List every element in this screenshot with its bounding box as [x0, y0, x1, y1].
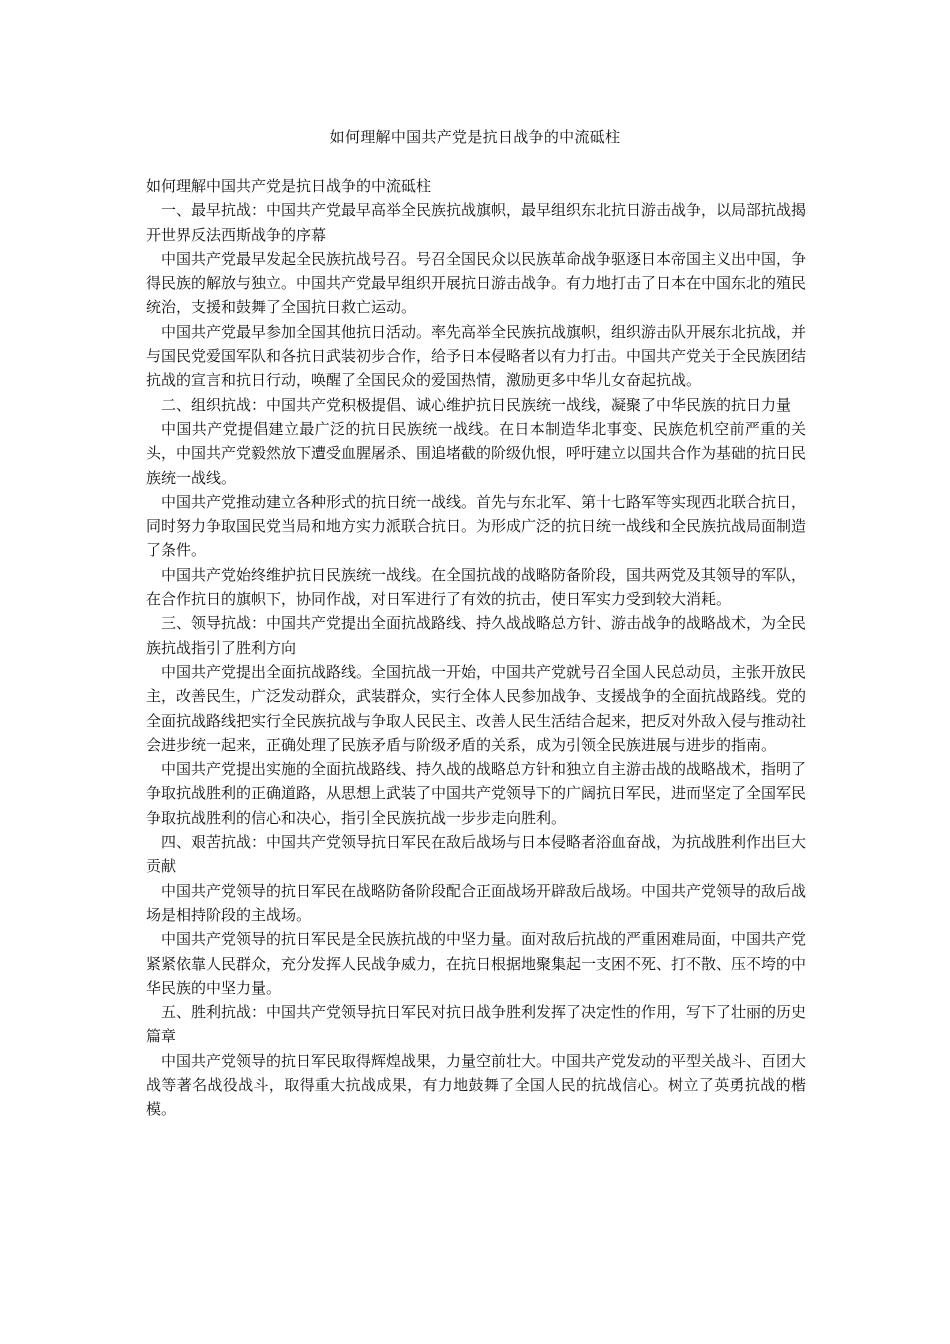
- paragraph: 中国共产党提倡建立最广泛的抗日民族统一战线。在日本制造华北事变、民族危机空前严重的关头，中国共产党毅然放下遭受血腥屠杀、围追堵截的阶级仇恨，呼吁建立以国共合作为基础的抗日民族统一战线。: [146, 419, 807, 487]
- document-title: 如何理解中国共产党是抗日战争的中流砥柱: [329, 128, 621, 146]
- paragraph: 中国共产党始终维护抗日民族统一战线。在全国抗战的战略防备阶段，国共两党及其领导的军队，在合作抗日的旗帜下，协同作战，对日军进行了有效的抗击，使日军实力受到较大消耗。: [146, 565, 807, 609]
- paragraph: 中国共产党最早参加全国其他抗日活动。率先高举全民族抗战旗帜，组织游击队开展东北抗战，并与国民党爱国军队和各抗日武装初步合作，给予日本侵略者以有力打击。中国共产党关于全民族团结抗战的宣言和抗日行动，唤醒了全国民众的爱国热情，激励更多中华儿女奋起抗战。: [146, 322, 807, 390]
- section-heading-1: 一、最早抗战：中国共产党最早高举全民族抗战旗帜，最早组织东北抗日游击战争，以局部抗战揭开世界反法西斯战争的序幕: [146, 201, 807, 244]
- body-heading: 如何理解中国共产党是抗日战争的中流砥柱: [146, 177, 432, 195]
- document-body: [146, 174, 806, 1122]
- paragraph: 中国共产党推动建立各种形式的抗日统一战线。首先与东北军、第十七路军等实现西北联合抗日，同时努力争取国民党当局和地方实力派联合抗日。为形成广泛的抗日统一战线和全民族抗战局面制造了条件。: [146, 492, 807, 560]
- paragraph: 中国共产党领导的抗日军民取得辉煌战果，力量空前壮大。中国共产党发动的平型关战斗、百团大战等著名战役战斗，取得重大抗战成果，有力地鼓舞了全国人民的抗战信心。树立了英勇抗战的楷模。: [146, 1051, 807, 1119]
- paragraph: 中国共产党提出实施的全面抗战路线、持久战的战略总方针和独立自主游击战的战略战术，指明了争取抗战胜利的正确道路，从思想上武装了中国共产党领导下的广阔抗日军民，进而坚定了全国军民争取抗战胜利的信心和决心，指引全民族抗战一步步走向胜利。: [146, 760, 807, 827]
- paragraph: 中国共产党提出全面抗战路线。全国抗战一开始，中国共产党就号召全国人民总动员，主张开放民主，改善民生，广泛发动群众，武装群众，实行全体人民参加战争、支援战争的全面抗战路线。党的全面抗战路线把实行全民族抗战与争取人民民主、改善人民生活结合起来，把反对外敌入侵与推动社会进步统一起来，正确处理了民族矛盾与阶级矛盾的关系，成为引领全民族进展与进步的指南。: [146, 662, 807, 754]
- paragraph: 中国共产党最早发起全民族抗战号召。号召全国民众以民族革命战争驱逐日本帝国主义出中国，争得民族的解放与独立。中国共产党最早组织开展抗日游击战争。有力地打击了日本在中国东北的殖民统治，支援和鼓舞了全国抗日救亡运动。: [146, 249, 807, 317]
- paragraph: 中国共产党领导的抗日军民是全民族抗战的中坚力量。面对敌后抗战的严重困难局面，中国共产党紧紧依靠人民群众，充分发挥人民战争威力，在抗日根据地聚集起一支困不死、打不散、压不垮的中华民族的中坚力量。: [146, 930, 807, 997]
- section-heading-2: 二、组织抗战：中国共产党积极提倡、诚心维护抗日民族统一战线，凝聚了中华民族的抗日力量: [161, 395, 792, 414]
- paragraph: 中国共产党领导的抗日军民在战略防备阶段配合正面战场开辟敌后战场。中国共产党领导的敌后战场是相持阶段的主战场。: [146, 881, 807, 924]
- section-heading-3: 三、领导抗战：中国共产党提出全面抗战路线、持久战战略总方针、游击战争的战略战术，为全民族抗战指引了胜利方向: [146, 614, 807, 657]
- section-heading-4: 四、艰苦抗战：中国共产党领导抗日军民在敌后战场与日本侵略者浴血奋战，为抗战胜利作出巨大贡献: [146, 833, 807, 876]
- section-heading-5: 五、胜利抗战：中国共产党领导抗日军民对抗日战争胜利发挥了决定性的作用，写下了壮丽的历史篇章: [146, 1003, 807, 1046]
